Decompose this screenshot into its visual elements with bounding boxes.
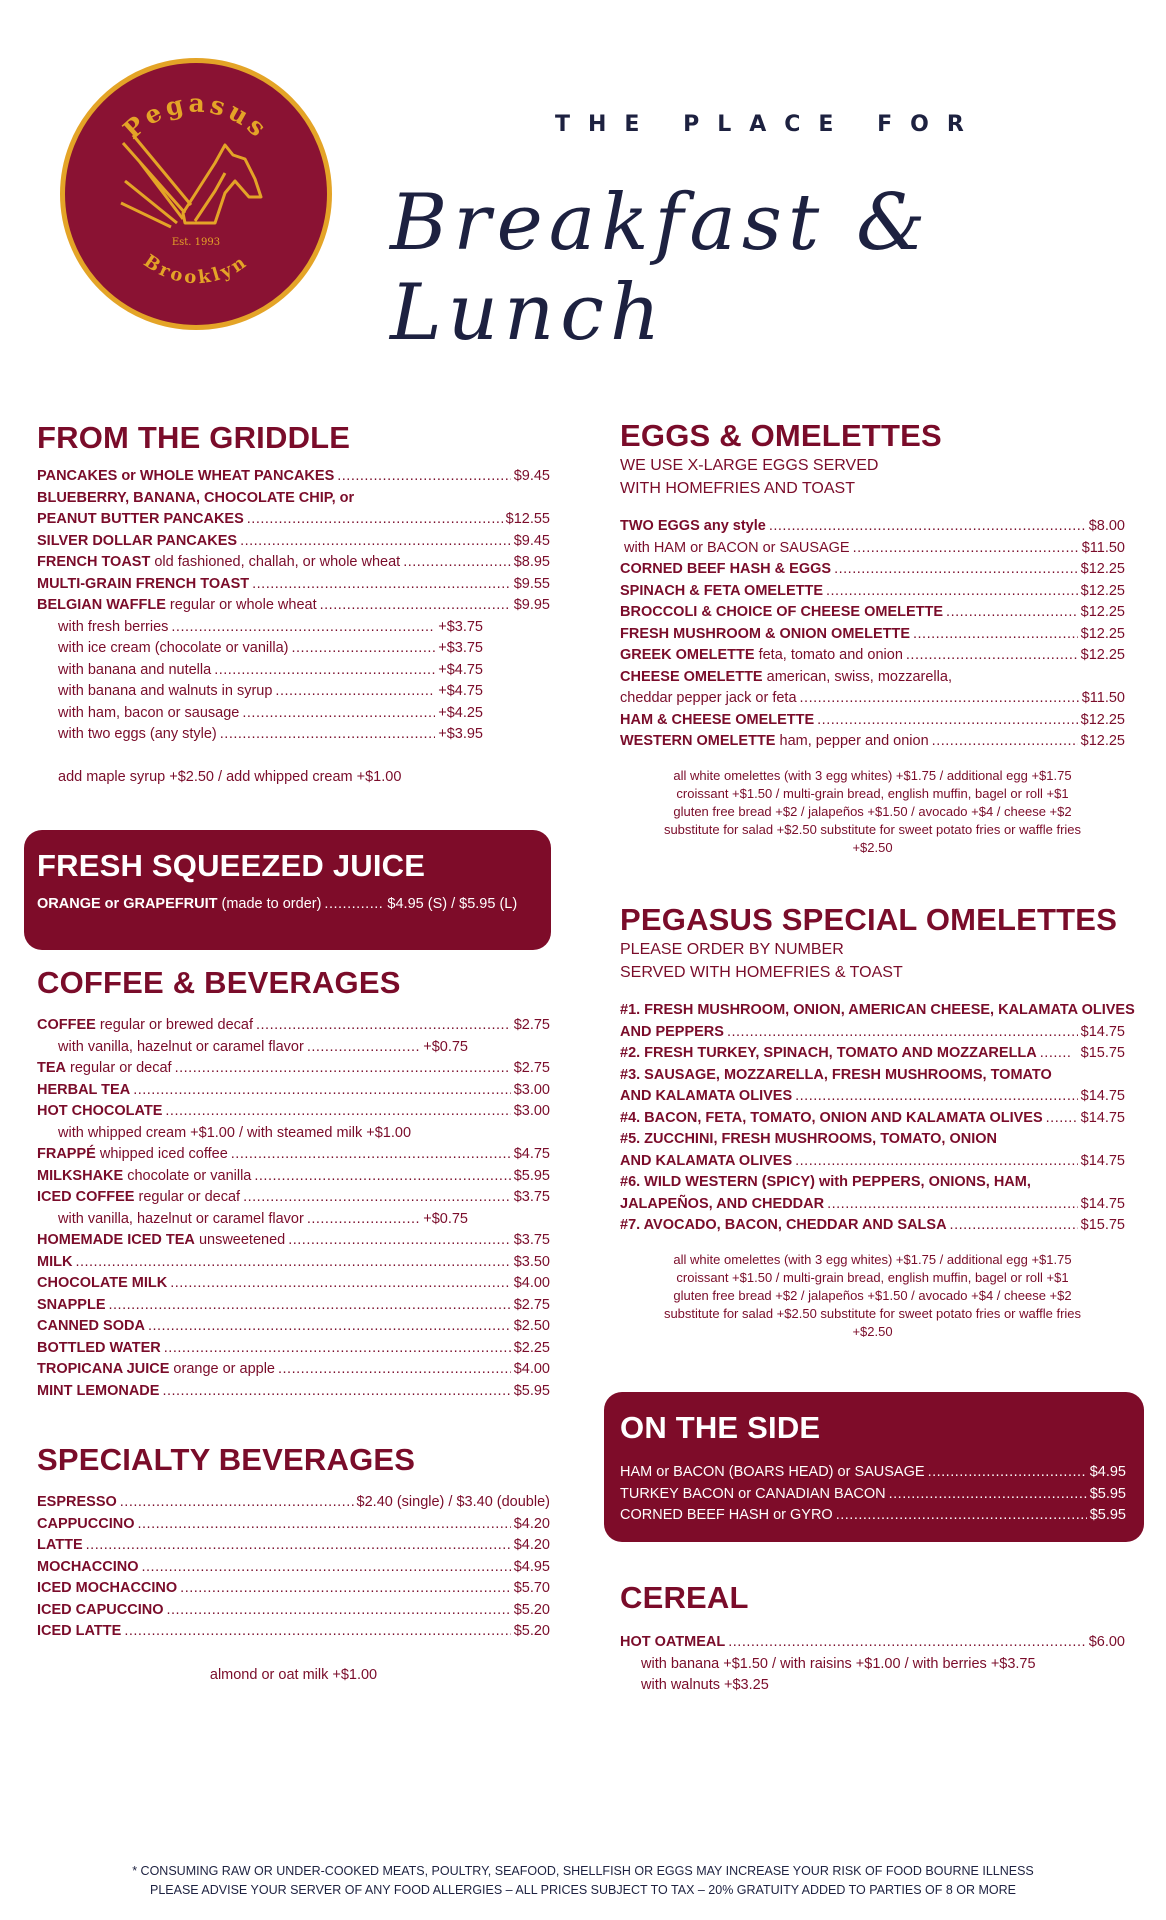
menu-row: HERBAL TEA ..... $3.00: [37, 1080, 550, 1102]
menu-row: SPINACH & FETA OMELETTE ..... $12.25: [620, 581, 1125, 603]
menu-row: with vanilla, hazelnut or caramel flavor ..... +$0.75: [37, 1037, 468, 1059]
menu-row: HAM & CHEESE OMELETTE ..... $12.25: [620, 710, 1125, 732]
menu-row: ICED COFFEE regular or decaf ..... $3.75: [37, 1187, 550, 1209]
addon-row: with ice cream (chocolate or vanilla) ..... +$3.75: [58, 638, 483, 660]
logo-est: Est. 1993: [171, 237, 221, 248]
menu-row: TEA regular or decaf ..... $2.75: [37, 1058, 550, 1080]
menu-row: PANCAKES or WHOLE WHEAT PANCAKES ..... $9.45: [37, 466, 550, 488]
eggs-section: [620, 418, 1125, 857]
side-box: [604, 1392, 1144, 1542]
cereal-section: [620, 1580, 1125, 1697]
cereal-title: CEREAL: [620, 1580, 749, 1615]
eggs-sub2: WITH HOMEFRIES AND TOAST: [620, 480, 855, 497]
menu-row: #6. WILD WESTERN (SPICY) with PEPPERS, ONIONS, HAM,: [620, 1174, 1031, 1190]
menu-row: AND KALAMATA OLIVES ..... $14.75: [620, 1151, 1125, 1173]
logo-city: Brooklyn: [139, 250, 253, 289]
menu-row: LATTE ..... $4.20: [37, 1535, 550, 1557]
menu-row: GREEK OMELETTE feta, tomato and onion ..... $12.25: [620, 645, 1125, 667]
menu-row: SILVER DOLLAR PANCAKES ..... $9.45: [37, 531, 550, 553]
menu-row: TWO EGGS any style ..... $8.00: [620, 516, 1125, 538]
menu-row: CHOCOLATE MILK ..... $4.00: [37, 1273, 550, 1295]
addon-row: with banana and walnuts in syrup ..... +$4.75: [58, 681, 483, 703]
eggs-sub1: WE USE X-LARGE EGGS SERVED: [620, 457, 879, 474]
menu-row: MOCHACCINO ..... $4.95: [37, 1557, 550, 1579]
griddle-title: FROM THE GRIDDLE: [37, 420, 351, 455]
griddle-note: add maple syrup +$2.50 / add whipped cream +$1.00: [58, 768, 402, 785]
juice-title: FRESH SQUEEZED JUICE: [37, 848, 426, 883]
menu-row: HOT CHOCOLATE ..... $3.00: [37, 1101, 550, 1123]
menu-row: MILK ..... $3.50: [37, 1252, 550, 1274]
menu-row: CHEESE OMELETTE american, swiss, mozzarella,: [620, 668, 952, 685]
menu-row: AND PEPPERS ..... $14.75: [620, 1022, 1125, 1044]
addon-row: with banana and nutella ..... +$4.75: [58, 660, 483, 682]
addon-row: with two eggs (any style) ..... +$3.95: [58, 724, 483, 746]
menu-row: FRENCH TOAST old fashioned, challah, or whole wheat ..... $8.95: [37, 552, 550, 574]
menu-row: FRESH MUSHROOM & ONION OMELETTE ..... $12.25: [620, 624, 1125, 646]
menu-row: with vanilla, hazelnut or caramel flavor ..... +$0.75: [37, 1209, 468, 1231]
menu-row: CANNED SODA ..... $2.50: [37, 1316, 550, 1338]
menu-row: CORNED BEEF HASH & EGGS ..... $12.25: [620, 559, 1125, 581]
menu-row: MULTI-GRAIN FRENCH TOAST ..... $9.55: [37, 574, 550, 596]
menu-row: ESPRESSO ..... $2.40 (single) / $3.40 (double): [37, 1492, 550, 1514]
menu-row: TROPICANA JUICE orange or apple ..... $4.00: [37, 1359, 550, 1381]
addon-row: with ham, bacon or sausage ..... +$4.25: [58, 703, 483, 725]
juice-box: [24, 830, 551, 950]
footer-disclaimer: * CONSUMING RAW OR UNDER-COOKED MEATS, POULTRY, SEAFOOD, SHELLFISH OR EGGS MAY INCREASE YOUR RISK OF FOOD BOURNE ILLNESS PLEASE ADVISE YOUR SERVER OF ANY FOOD ALLERGIES – ALL PRICES SUBJECT TO TAX – 20% GRATUITY ADDED TO PARTIES OF 8 OR MORE: [132, 1864, 1034, 1897]
cereal-addon: with walnuts +$3.25: [641, 1677, 769, 1693]
specialty-note: almond or oat milk +$1.00: [209, 1666, 378, 1683]
coffee-title: COFFEE & BEVERAGES: [37, 965, 401, 1000]
menu-row: #3. SAUSAGE, MOZZARELLA, FRESH MUSHROOMS, TOMATO: [620, 1066, 1052, 1083]
griddle-list: [37, 466, 550, 788]
special-sub2: SERVED WITH HOMEFRIES & TOAST: [620, 964, 903, 981]
menu-row: MINT LEMONADE ..... $5.95: [37, 1381, 550, 1403]
menu-row: #1. FRESH MUSHROOM, ONION, AMERICAN CHEESE, KALAMATA OLIVES: [620, 1002, 1135, 1018]
menu-row: JALAPEÑOS, AND CHEDDAR ..... $14.75: [620, 1194, 1125, 1216]
special-section: [620, 902, 1135, 1341]
menu-row: ICED LATTE ..... $5.20: [37, 1621, 550, 1643]
logo-name: Pegasus: [117, 88, 275, 145]
menu-row: BELGIAN WAFFLE regular or whole wheat ..... $9.95: [37, 595, 550, 617]
menu-row: CORNED BEEF HASH or GYRO ..... $5.95: [620, 1505, 1126, 1527]
menu-row: cheddar pepper jack or feta ..... $11.50: [620, 688, 1125, 710]
side-title: ON THE SIDE: [620, 1410, 821, 1445]
menu-row: SNAPPLE ..... $2.75: [37, 1295, 550, 1317]
menu-row: BLUEBERRY, BANANA, CHOCOLATE CHIP, or: [37, 489, 355, 506]
griddle-section: [37, 420, 550, 788]
menu-row: WESTERN OMELETTE ham, pepper and onion ..... $12.25: [620, 731, 1125, 753]
menu-row: BROCCOLI & CHOICE OF CHEESE OMELETTE ..... $12.25: [620, 602, 1125, 624]
menu-row: HOT OATMEAL ..... $6.00: [620, 1632, 1125, 1654]
special-notes: all white omelettes (with 3 egg whites) +$1.75 / additional egg +$1.75 croissant +$1.50 / multi-grain bread, english muffin, bagel or roll +$1 gluten free bread +$2 / jalapeños +$1.50 / avocado +$4 / cheese +$2 substitute for salad +$2.50 substitute for sweet potato fries or waffle fries +$2.50: [663, 1251, 1082, 1339]
addon-row: with fresh berries ..... +$3.75: [58, 617, 483, 639]
tagline: THE PLACE FOR: [555, 112, 982, 137]
menu-row: #5. ZUCCHINI, FRESH MUSHROOMS, TOMATO, ONION: [620, 1131, 998, 1147]
menu-row: #2. FRESH TURKEY, SPINACH, TOMATO AND MOZZARELLA ..... $15.75: [620, 1043, 1125, 1065]
menu-row: with whipped cream +$1.00 / with steamed milk +$1.00: [58, 1124, 412, 1141]
special-title: PEGASUS SPECIAL OMELETTES: [620, 902, 1118, 937]
menu-row: HAM or BACON (BOARS HEAD) or SAUSAGE ..... $4.95: [620, 1462, 1126, 1484]
menu-row: HOMEMADE ICED TEA unsweetened ..... $3.75: [37, 1230, 550, 1252]
coffee-section: [37, 965, 550, 1402]
menu-row: #4. BACON, FETA, TOMATO, ONION AND KALAMATA OLIVES ..... $14.75: [620, 1108, 1125, 1130]
menu-row: ICED MOCHACCINO ..... $5.70: [37, 1578, 550, 1600]
menu-row: PEANUT BUTTER PANCAKES ..... $12.55: [37, 509, 550, 531]
cereal-addon: with banana +$1.50 / with raisins +$1.00 / with berries +$3.75: [641, 1655, 1036, 1672]
menu-row: BOTTLED WATER ..... $2.25: [37, 1338, 550, 1360]
menu-row: ICED CAPUCCINO ..... $5.20: [37, 1600, 550, 1622]
specialty-title: SPECIALTY BEVERAGES: [37, 1442, 416, 1477]
menu-row: CAPPUCCINO ..... $4.20: [37, 1514, 550, 1536]
script-title: Breakfast & Lunch: [390, 178, 932, 358]
menu-row: TURKEY BACON or CANADIAN BACON ..... $5.95: [620, 1484, 1126, 1506]
menu-row: with HAM or BACON or SAUSAGE ..... $11.50: [620, 538, 1125, 560]
special-sub1: PLEASE ORDER BY NUMBER: [620, 941, 844, 958]
menu-row: AND KALAMATA OLIVES ..... $14.75: [620, 1086, 1125, 1108]
eggs-notes: all white omelettes (with 3 egg whites) +$1.75 / additional egg +$1.75 croissant +$1.50 / multi-grain bread, english muffin, bagel or roll +$1 gluten free bread +$2 / jalapeños +$1.50 / avocado +$4 / cheese +$2 substitute for salad +$2.50 substitute for sweet potato fries or waffle fries +$2.50: [663, 767, 1082, 855]
menu-row: #7. AVOCADO, BACON, CHEDDAR AND SALSA ..... $15.75: [620, 1215, 1125, 1237]
menu-row: COFFEE regular or brewed decaf ..... $2.75: [37, 1015, 550, 1037]
juice-row: ORANGE or GRAPEFRUIT (made to order) ..... $4.95 (S) / $5.95 (L): [37, 894, 533, 915]
specialty-section: [37, 1442, 550, 1686]
menu-row: MILKSHAKE chocolate or vanilla ..... $5.95: [37, 1166, 550, 1188]
eggs-title: EGGS & OMELETTES: [620, 418, 942, 453]
menu-row: FRAPPÉ whipped iced coffee ..... $4.75: [37, 1144, 550, 1166]
